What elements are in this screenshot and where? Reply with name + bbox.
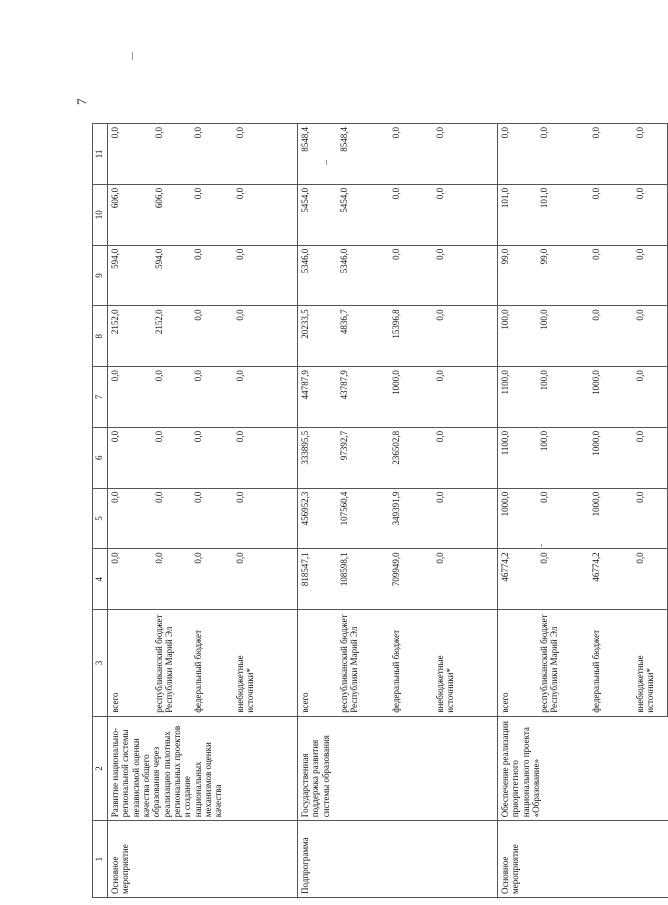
value-cell: 0,0 — [389, 245, 433, 306]
funding-source: внебюджетные источники* — [633, 610, 668, 717]
value-cell: 0,0 — [152, 427, 191, 488]
value-cell: 5346,0 — [298, 245, 338, 306]
value-cell: 0,0 — [108, 488, 153, 549]
value-cell: 0,0 — [108, 124, 153, 185]
value-cell: 44787,9 — [298, 367, 338, 428]
value-cell: 0,0 — [233, 124, 298, 185]
funding-source: всего — [298, 610, 338, 717]
row-name: Государственная поддержка развития системы образования — [298, 716, 498, 820]
value-cell: 1000,0 — [589, 367, 633, 428]
value-cell: 0,0 — [152, 488, 191, 549]
value-cell: 0,0 — [633, 427, 668, 488]
column-header: 8 — [93, 306, 108, 367]
value-cell: 0,0 — [108, 549, 153, 610]
value-cell: 0,0 — [233, 245, 298, 306]
value-cell: 0,0 — [633, 488, 668, 549]
value-cell: 0,0 — [191, 245, 233, 306]
column-header: 7 — [93, 367, 108, 428]
column-header: 2 — [93, 716, 108, 820]
value-cell: 0,0 — [589, 184, 633, 245]
scan-mark — [541, 544, 542, 547]
value-cell: 0,0 — [433, 306, 498, 367]
value-cell: 100,0 — [537, 306, 589, 367]
value-cell: 0,0 — [108, 367, 153, 428]
funding-source: федеральный бюджет — [389, 610, 433, 717]
column-header: 11 — [93, 124, 108, 185]
value-cell: 0,0 — [633, 184, 668, 245]
value-cell: 0,0 — [233, 367, 298, 428]
value-cell: 0,0 — [233, 306, 298, 367]
value-cell: 100,0 — [537, 427, 589, 488]
row-name: Обеспечение реализации приоритетного национального проекта «Образование» — [498, 716, 668, 820]
value-cell: 0,0 — [152, 124, 191, 185]
value-cell: 236502,8 — [389, 427, 433, 488]
value-cell: 0,0 — [233, 549, 298, 610]
value-cell: 606,0 — [108, 184, 153, 245]
value-cell: 0,0 — [191, 367, 233, 428]
value-cell: 0,0 — [233, 488, 298, 549]
value-cell: 0,0 — [433, 427, 498, 488]
value-cell: 108598,1 — [337, 549, 389, 610]
row-type: Основное мероприятие — [498, 821, 668, 898]
value-cell: 2152,0 — [152, 306, 191, 367]
value-cell: 46774,2 — [498, 549, 538, 610]
value-cell: 107560,4 — [337, 488, 389, 549]
value-cell: 2152,0 — [108, 306, 153, 367]
value-cell: 101,0 — [498, 184, 538, 245]
value-cell: 456952,3 — [298, 488, 338, 549]
value-cell: 0,0 — [389, 124, 433, 185]
value-cell: 0,0 — [233, 184, 298, 245]
value-cell: 0,0 — [433, 367, 498, 428]
funding-source: республиканский бюджет Республики Марий Эл — [537, 610, 589, 717]
table-body — [108, 124, 668, 898]
value-cell: 99,0 — [498, 245, 538, 306]
value-cell: 46774,2 — [589, 549, 633, 610]
value-cell: 0,0 — [191, 549, 233, 610]
table-row — [498, 124, 538, 898]
value-cell: 1100,0 — [498, 367, 538, 428]
value-cell: 5454,0 — [337, 184, 389, 245]
value-cell: 0,0 — [191, 184, 233, 245]
value-cell: 101,0 — [537, 184, 589, 245]
value-cell: 0,0 — [108, 427, 153, 488]
value-cell: 0,0 — [433, 184, 498, 245]
funding-source: федеральный бюджет — [191, 610, 233, 717]
value-cell: 0,0 — [633, 124, 668, 185]
value-cell: 0,0 — [633, 245, 668, 306]
column-header: 9 — [93, 245, 108, 306]
table-row — [298, 124, 338, 898]
scan-mark — [132, 52, 133, 60]
value-cell: 0,0 — [589, 245, 633, 306]
funding-source: внебюджетные источники* — [433, 610, 498, 717]
value-cell: 0,0 — [191, 427, 233, 488]
value-cell: 0,0 — [537, 549, 589, 610]
value-cell: 594,0 — [152, 245, 191, 306]
value-cell: 100,0 — [498, 306, 538, 367]
column-header: 10 — [93, 184, 108, 245]
value-cell: 5346,0 — [337, 245, 389, 306]
value-cell: 709949,0 — [389, 549, 433, 610]
value-cell: 0,0 — [633, 306, 668, 367]
value-cell: 0,0 — [191, 306, 233, 367]
table-row — [108, 124, 153, 898]
value-cell: 1000,0 — [498, 488, 538, 549]
value-cell: 5454,0 — [298, 184, 338, 245]
value-cell: 606,0 — [152, 184, 191, 245]
value-cell: 0,0 — [589, 306, 633, 367]
funding-source: всего — [108, 610, 153, 717]
value-cell: 0,0 — [433, 245, 498, 306]
value-cell: 0,0 — [152, 549, 191, 610]
value-cell: 0,0 — [233, 427, 298, 488]
column-header: 5 — [93, 488, 108, 549]
value-cell: 333895,5 — [298, 427, 338, 488]
value-cell: 1000,0 — [589, 427, 633, 488]
funding-source: республиканский бюджет Республики Марий Эл — [337, 610, 389, 717]
value-cell: 818547,1 — [298, 549, 338, 610]
value-cell: 0,0 — [191, 124, 233, 185]
value-cell: 0,0 — [433, 549, 498, 610]
value-cell: 0,0 — [589, 124, 633, 185]
value-cell: 15396,8 — [389, 306, 433, 367]
value-cell: 99,0 — [537, 245, 589, 306]
value-cell: 4836,7 — [337, 306, 389, 367]
value-cell: 1000,0 — [389, 367, 433, 428]
value-cell: 0,0 — [633, 367, 668, 428]
row-name: Развитие национально-региональной системы независимой оценки качества общего образования через реализацию пилотных региональных проектов и создание национальных механизмов оценки качества — [108, 716, 298, 820]
funding-source: внебюджетные источники* — [233, 610, 298, 717]
value-cell: 20233,5 — [298, 306, 338, 367]
header-row — [93, 124, 108, 898]
value-cell: 0,0 — [498, 124, 538, 185]
value-cell: 0,0 — [433, 488, 498, 549]
value-cell: 0,0 — [152, 367, 191, 428]
value-cell: 0,0 — [191, 488, 233, 549]
value-cell: 0,0 — [537, 124, 589, 185]
value-cell: 1000,0 — [589, 488, 633, 549]
value-cell: 0,0 — [433, 124, 498, 185]
funding-source: всего — [498, 610, 538, 717]
page-number: 7 — [74, 98, 89, 105]
value-cell: 0,0 — [389, 184, 433, 245]
value-cell: 594,0 — [108, 245, 153, 306]
column-header: 4 — [93, 549, 108, 610]
value-cell: 349391,9 — [389, 488, 433, 549]
column-header: 1 — [93, 821, 108, 898]
scan-mark — [326, 160, 327, 165]
value-cell: 100,0 — [537, 367, 589, 428]
funding-source: республиканский бюджет Республики Марий Эл — [152, 610, 191, 717]
column-header: 6 — [93, 427, 108, 488]
value-cell: 8548,4 — [298, 124, 338, 185]
funding-source: федеральный бюджет — [589, 610, 633, 717]
budget-table — [92, 123, 668, 898]
column-header: 3 — [93, 610, 108, 717]
value-cell: 8548,4 — [337, 124, 389, 185]
value-cell: 1100,0 — [498, 427, 538, 488]
value-cell: 43787,9 — [337, 367, 389, 428]
value-cell: 0,0 — [633, 549, 668, 610]
value-cell: 97392,7 — [337, 427, 389, 488]
value-cell: 0,0 — [537, 488, 589, 549]
row-type: Основное мероприятие — [108, 821, 298, 898]
row-type: Подпрограмма — [298, 821, 498, 898]
